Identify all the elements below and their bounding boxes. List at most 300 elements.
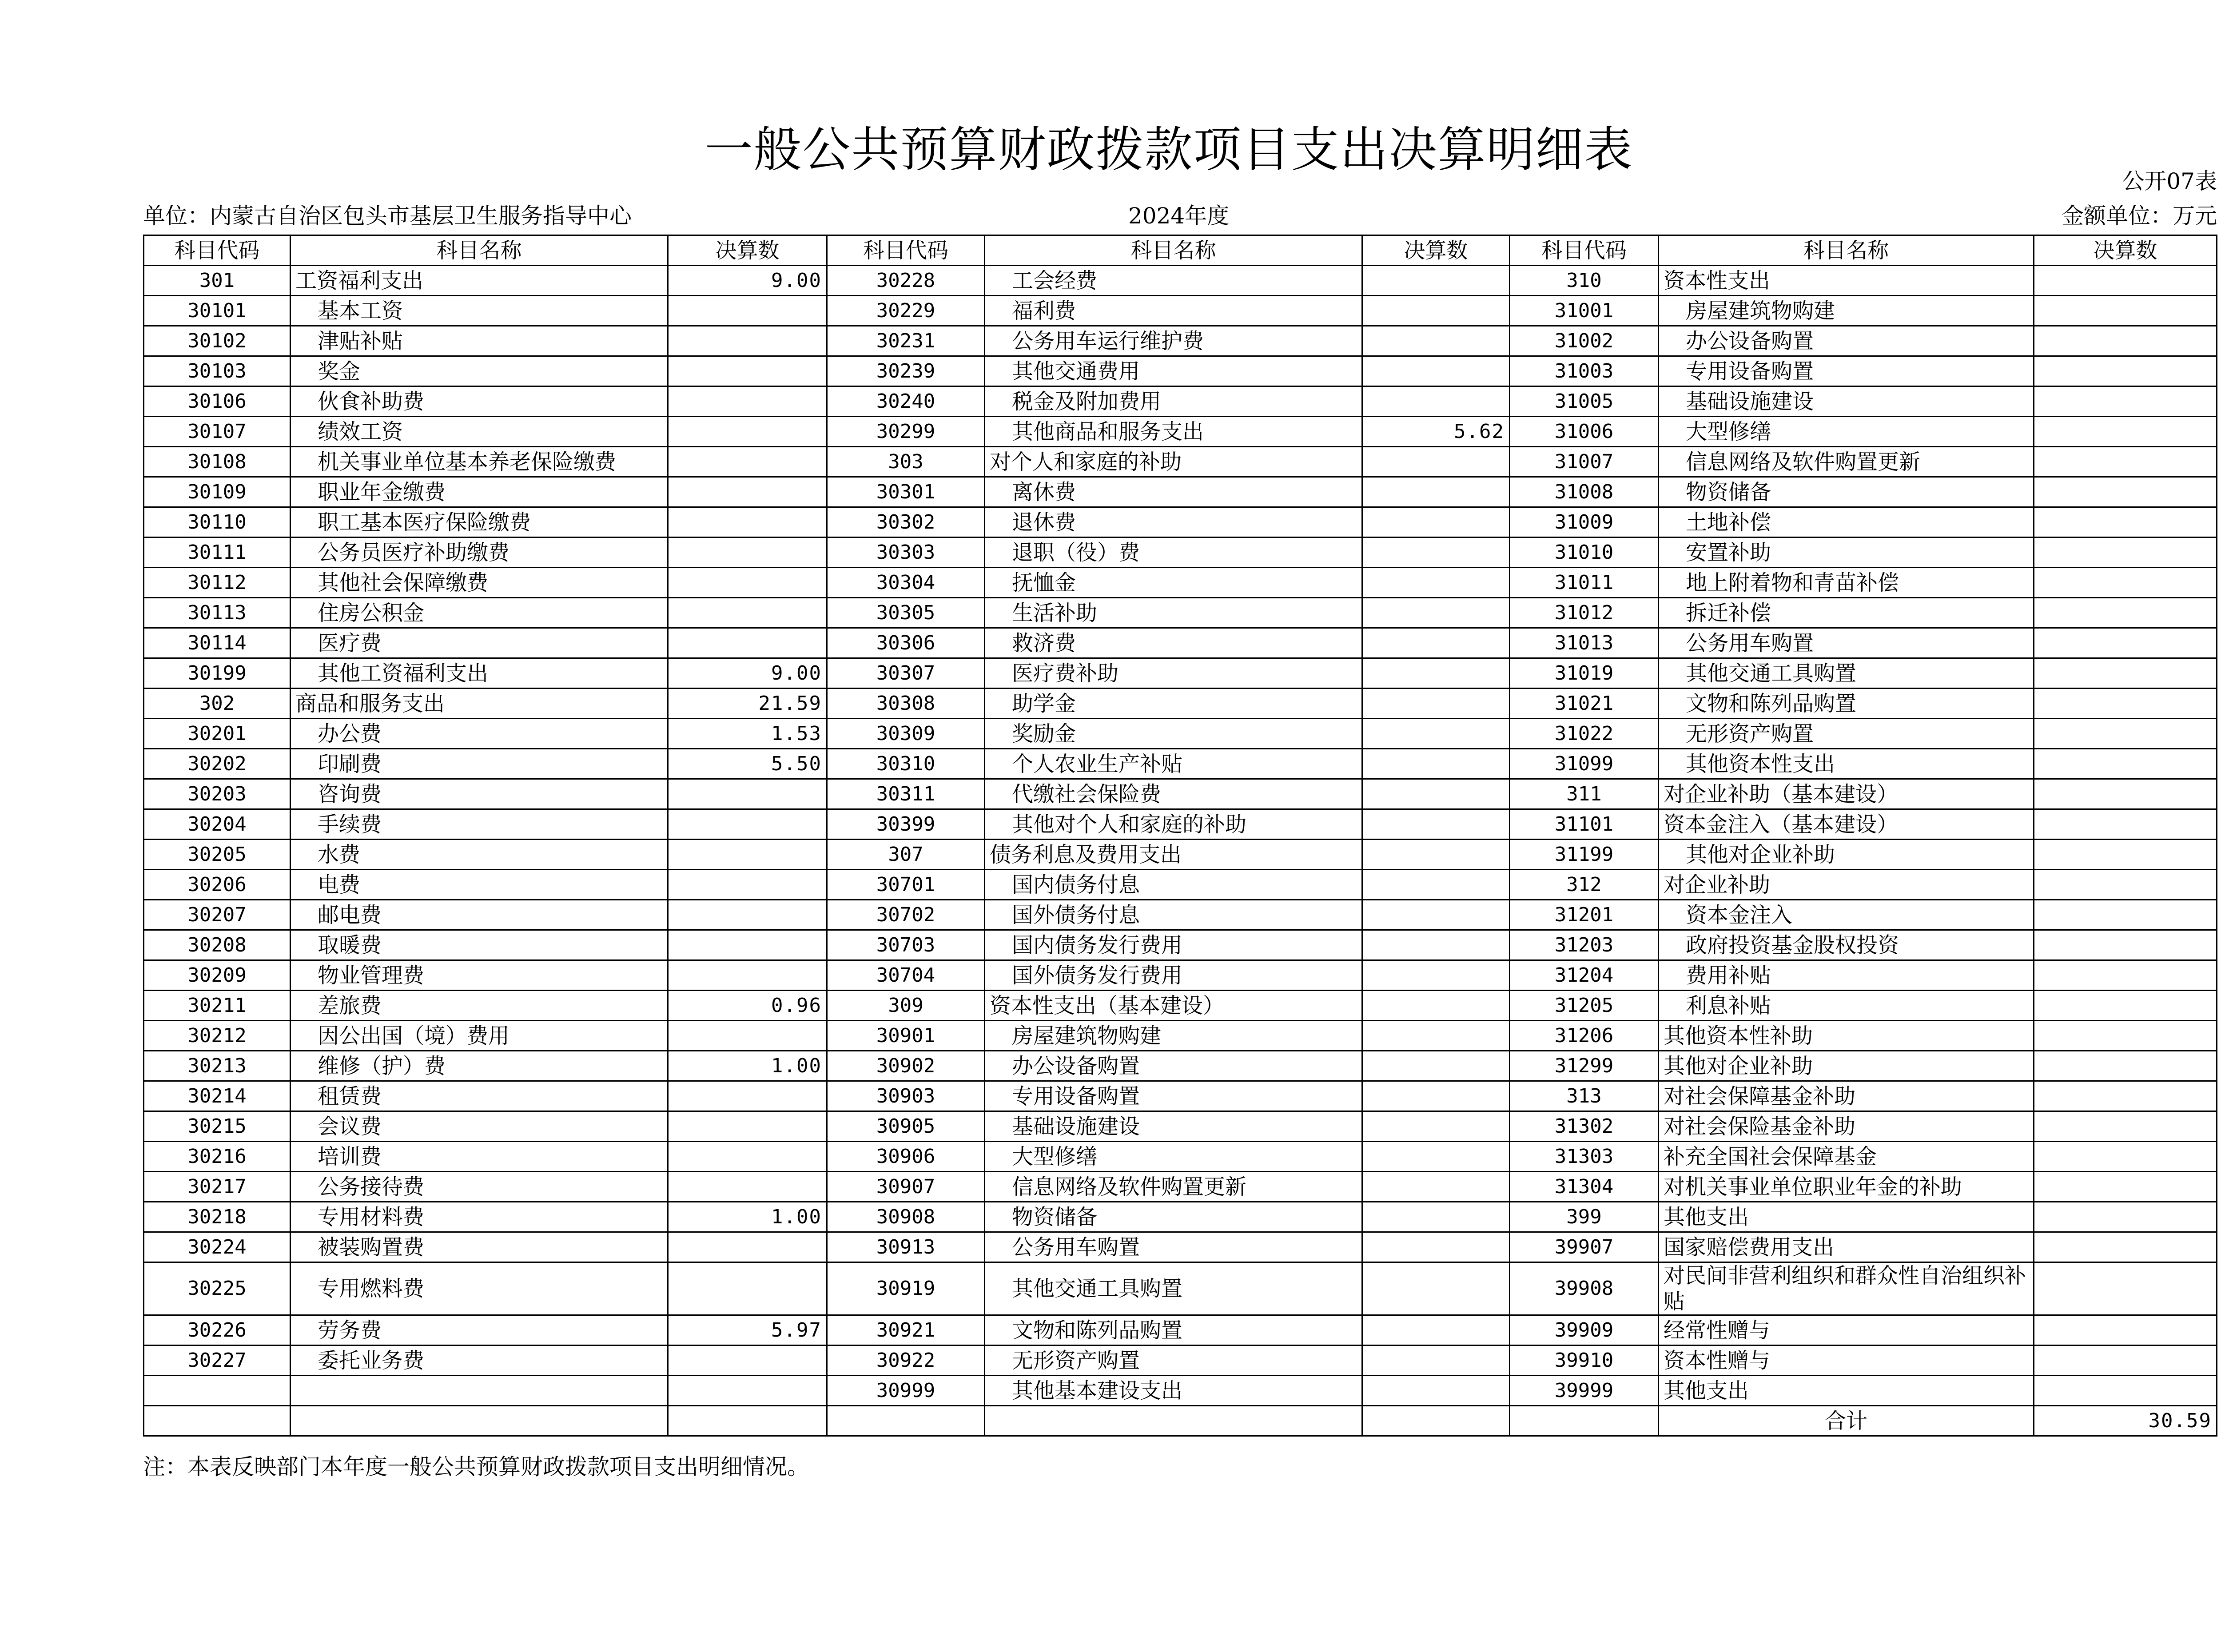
table-row [144,296,2217,326]
table-row [144,1376,2217,1406]
amount [2034,537,2217,568]
subject-name: 无形资产购置 [1659,719,2034,749]
subject-name: 工会经费 [985,266,1362,296]
subject-name: 咨询费 [291,779,668,809]
subject-name: 住房公积金 [291,598,668,628]
subject-code: 307 [827,840,985,870]
subject-name: 对机关事业单位职业年金的补助 [1659,1172,2034,1202]
subject-code: 30301 [827,477,985,507]
amount [668,1262,827,1315]
table-row [144,1315,2217,1345]
amount [2034,689,2217,719]
subject-code: 39907 [1510,1232,1659,1262]
subject-code: 30701 [827,870,985,900]
subject-name: 委托业务费 [291,1345,668,1376]
amount [1362,537,1510,568]
total-label: 合计 [1659,1406,2034,1436]
subject-name: 政府投资基金股权投资 [1659,930,2034,960]
subject-name: 资本性支出 [1659,266,2034,296]
subject-name: 工资福利支出 [291,266,668,296]
subject-code: 31001 [1510,296,1659,326]
subject-code: 30211 [144,991,291,1021]
subject-code: 30218 [144,1202,291,1232]
header-cell: 科目名称 [291,235,668,266]
subject-name: 大型修缮 [1659,417,2034,447]
table-row [144,1021,2217,1051]
subject-code: 31204 [1510,960,1659,991]
fiscal-year: 2024年度 [1128,203,1230,229]
subject-code: 30112 [144,568,291,598]
subject-name: 水费 [291,840,668,870]
amount [2034,960,2217,991]
amount [2034,991,2217,1021]
amount [1362,1376,1510,1406]
subject-name: 物业管理费 [291,960,668,991]
subject-name: 对社会保障基金补助 [1659,1081,2034,1111]
amount [2034,1172,2217,1202]
subject-name: 培训费 [291,1142,668,1172]
empty-cell [144,1406,291,1436]
amount [2034,326,2217,356]
subject-name: 经常性赠与 [1659,1315,2034,1345]
subject-name: 维修（护）费 [291,1051,668,1081]
subject-code: 30199 [144,658,291,689]
amount [668,628,827,658]
amount [1362,568,1510,598]
subject-code: 31302 [1510,1111,1659,1142]
subject-code: 30311 [827,779,985,809]
amount [668,326,827,356]
subject-name: 大型修缮 [985,1142,1362,1172]
subject-code: 30203 [144,779,291,809]
subject-name: 其他交通费用 [985,356,1362,386]
subject-name: 电费 [291,870,668,900]
subject-code: 31021 [1510,689,1659,719]
subject-code: 30102 [144,326,291,356]
subject-code: 30106 [144,386,291,417]
subject-name: 土地补偿 [1659,507,2034,537]
subject-name: 公务员医疗补助缴费 [291,537,668,568]
subject-name: 劳务费 [291,1315,668,1345]
subject-name: 债务利息及费用支出 [985,840,1362,870]
amount [668,809,827,840]
amount [2034,447,2217,477]
subject-name: 国家赔偿费用支出 [1659,1232,2034,1262]
amount [2034,386,2217,417]
subject-name: 资本金注入 [1659,900,2034,930]
amount [1362,930,1510,960]
subject-name: 其他对企业补助 [1659,1051,2034,1081]
subject-name: 差旅费 [291,991,668,1021]
subject-code: 30229 [827,296,985,326]
amount [668,960,827,991]
table-row [144,537,2217,568]
subject-code: 30302 [827,507,985,537]
amount [668,598,827,628]
amount [2034,568,2217,598]
table-row [144,930,2217,960]
amount [668,507,827,537]
subject-name: 利息补贴 [1659,991,2034,1021]
empty-cell [291,1406,668,1436]
subject-code: 30239 [827,356,985,386]
subject-code: 30304 [827,568,985,598]
subject-code: 31201 [1510,900,1659,930]
subject-code: 30216 [144,1142,291,1172]
amount [2034,749,2217,779]
subject-code: 31199 [1510,840,1659,870]
subject-name: 基础设施建设 [1659,386,2034,417]
total-value: 30.59 [2034,1406,2217,1436]
header-cell: 科目代码 [144,235,291,266]
amount [1362,507,1510,537]
amount [1362,1172,1510,1202]
subject-name: 退职（役）费 [985,537,1362,568]
subject-name: 其他对企业补助 [1659,840,2034,870]
amount [1362,1315,1510,1345]
amount [668,1232,827,1262]
amount [668,779,827,809]
amount [1362,386,1510,417]
subject-name [291,1376,668,1406]
amount [1362,296,1510,326]
subject-name: 其他资本性补助 [1659,1021,2034,1051]
amount [2034,1142,2217,1172]
subject-code: 30202 [144,749,291,779]
subject-code: 31003 [1510,356,1659,386]
footnote: 注：本表反映部门本年度一般公共预算财政拨款项目支出明细情况。 [143,1454,809,1480]
subject-name: 国内债务发行费用 [985,930,1362,960]
subject-name: 其他交通工具购置 [1659,658,2034,689]
subject-code: 30114 [144,628,291,658]
table-row [144,809,2217,840]
amount [668,1345,827,1376]
subject-name: 对社会保险基金补助 [1659,1111,2034,1142]
amount: 21.59 [668,689,827,719]
table-row [144,1051,2217,1081]
subject-code: 303 [827,447,985,477]
subject-code: 313 [1510,1081,1659,1111]
subject-code: 30703 [827,930,985,960]
subject-code: 302 [144,689,291,719]
subject-name: 办公设备购置 [1659,326,2034,356]
amount [1362,1202,1510,1232]
subject-name: 对个人和家庭的补助 [985,447,1362,477]
amount [668,1172,827,1202]
amount [2034,1262,2217,1315]
subject-name: 个人农业生产补贴 [985,749,1362,779]
subject-name: 福利费 [985,296,1362,326]
subject-name: 专用设备购置 [1659,356,2034,386]
subject-code: 30299 [827,417,985,447]
subject-name: 其他交通工具购置 [985,1262,1362,1315]
table-row [144,1111,2217,1142]
subject-code: 31013 [1510,628,1659,658]
table-row [144,1142,2217,1172]
amount: 1.00 [668,1202,827,1232]
subject-name: 物资储备 [1659,477,2034,507]
subject-name: 资本金注入（基本建设） [1659,809,2034,840]
amount [2034,1081,2217,1111]
subject-code: 30212 [144,1021,291,1051]
amount [668,840,827,870]
subject-name: 专用材料费 [291,1202,668,1232]
subject-name: 国外债务发行费用 [985,960,1362,991]
table-row [144,960,2217,991]
amount [668,477,827,507]
subject-code: 30224 [144,1232,291,1262]
subject-name: 办公费 [291,719,668,749]
amount [1362,628,1510,658]
subject-code: 31002 [1510,326,1659,356]
subject-name: 代缴社会保险费 [985,779,1362,809]
subject-code: 30213 [144,1051,291,1081]
amount [1362,447,1510,477]
subject-code [144,1376,291,1406]
amount [2034,719,2217,749]
amount [1362,689,1510,719]
amount [668,447,827,477]
empty-cell [1510,1406,1659,1436]
table-row [144,900,2217,930]
table-row [144,991,2217,1021]
table-row [144,840,2217,870]
amount [2034,1345,2217,1376]
amount [668,930,827,960]
table-row [144,1081,2217,1111]
subject-code: 31304 [1510,1172,1659,1202]
amount [1362,1142,1510,1172]
subject-code: 30225 [144,1262,291,1315]
subject-name: 救济费 [985,628,1362,658]
subject-name: 取暖费 [291,930,668,960]
subject-code: 310 [1510,266,1659,296]
table-row [144,568,2217,598]
subject-name: 公务接待费 [291,1172,668,1202]
amount [1362,960,1510,991]
subject-code: 30207 [144,900,291,930]
amount [1362,1051,1510,1081]
total-row [144,1406,2217,1436]
subject-code: 31203 [1510,930,1659,960]
table-row [144,447,2217,477]
subject-name: 资本性支出（基本建设） [985,991,1362,1021]
subject-code: 30205 [144,840,291,870]
amount [2034,628,2217,658]
amount [2034,296,2217,326]
subject-code: 31010 [1510,537,1659,568]
subject-name: 伙食补助费 [291,386,668,417]
table-row [144,1172,2217,1202]
subject-name: 离休费 [985,477,1362,507]
subject-name: 其他支出 [1659,1376,2034,1406]
header-row [144,235,2217,266]
amount: 9.00 [668,266,827,296]
subject-name: 物资储备 [985,1202,1362,1232]
subject-name: 邮电费 [291,900,668,930]
subject-code: 30226 [144,1315,291,1345]
subject-code: 30108 [144,447,291,477]
amount [668,1021,827,1051]
table-row [144,386,2217,417]
amount [1362,1232,1510,1262]
subject-code: 39999 [1510,1376,1659,1406]
subject-code: 30902 [827,1051,985,1081]
amount: 1.00 [668,1051,827,1081]
subject-code: 30905 [827,1111,985,1142]
amount [2034,1021,2217,1051]
amount [2034,1111,2217,1142]
subject-name: 文物和陈列品购置 [985,1315,1362,1345]
subject-name: 专用燃料费 [291,1262,668,1315]
subject-name: 资本性赠与 [1659,1345,2034,1376]
amount [2034,809,2217,840]
subject-name: 医疗费 [291,628,668,658]
subject-name: 公务用车购置 [985,1232,1362,1262]
subject-name: 对企业补助（基本建设） [1659,779,2034,809]
subject-name: 商品和服务支出 [291,689,668,719]
table-row [144,598,2217,628]
header-cell: 科目名称 [1659,235,2034,266]
subject-name: 职工基本医疗保险缴费 [291,507,668,537]
amount [1362,900,1510,930]
table-row [144,1232,2217,1262]
amount [668,356,827,386]
amount [668,870,827,900]
subject-name: 印刷费 [291,749,668,779]
subject-name: 其他商品和服务支出 [985,417,1362,447]
amount [668,900,827,930]
table-row [144,1345,2217,1376]
subject-code: 30231 [827,326,985,356]
subject-code: 399 [1510,1202,1659,1232]
table-row [144,658,2217,689]
amount: 0.96 [668,991,827,1021]
empty-cell [1362,1406,1510,1436]
subject-name: 其他对个人和家庭的补助 [985,809,1362,840]
amount [2034,507,2217,537]
subject-name: 公务用车购置 [1659,628,2034,658]
header-cell: 科目代码 [1510,235,1659,266]
subject-name: 无形资产购置 [985,1345,1362,1376]
amount [1362,1262,1510,1315]
subject-code: 30702 [827,900,985,930]
amount: 5.62 [1362,417,1510,447]
subject-code: 30228 [827,266,985,296]
amount [668,537,827,568]
table-row [144,1202,2217,1232]
amount: 1.53 [668,719,827,749]
table-row [144,870,2217,900]
subject-name: 地上附着物和青苗补偿 [1659,568,2034,598]
table-row [144,689,2217,719]
subject-name: 被装购置费 [291,1232,668,1262]
subject-name: 办公设备购置 [985,1051,1362,1081]
header-cell: 决算数 [1362,235,1510,266]
amount [2034,870,2217,900]
empty-cell [827,1406,985,1436]
subject-name: 津贴补贴 [291,326,668,356]
amount [2034,1051,2217,1081]
subject-code: 30240 [827,386,985,417]
amount [2034,356,2217,386]
subject-code: 31012 [1510,598,1659,628]
amount [1362,779,1510,809]
subject-code: 31205 [1510,991,1659,1021]
subject-name: 会议费 [291,1111,668,1142]
amount [668,417,827,447]
table-row [144,266,2217,296]
subject-code: 30110 [144,507,291,537]
subject-code: 31299 [1510,1051,1659,1081]
amount [1362,477,1510,507]
table-row [144,719,2217,749]
subject-code: 31011 [1510,568,1659,598]
amount [668,568,827,598]
table-row [144,477,2217,507]
amount: 5.50 [668,749,827,779]
table-row [144,356,2217,386]
subject-code: 30913 [827,1232,985,1262]
subject-code: 30999 [827,1376,985,1406]
amount [1362,266,1510,296]
subject-code: 30214 [144,1081,291,1111]
subject-name: 信息网络及软件购置更新 [985,1172,1362,1202]
amount [1362,719,1510,749]
subject-name: 医疗费补助 [985,658,1362,689]
subject-code: 30919 [827,1262,985,1315]
subject-code: 30922 [827,1345,985,1376]
subject-code: 30201 [144,719,291,749]
subject-name: 安置补助 [1659,537,2034,568]
subject-code: 31009 [1510,507,1659,537]
subject-code: 39910 [1510,1345,1659,1376]
table-row [144,326,2217,356]
header-cell: 决算数 [2034,235,2217,266]
amount [1362,598,1510,628]
table-row [144,749,2217,779]
amount [1362,326,1510,356]
subject-code: 30310 [827,749,985,779]
subject-name: 租赁费 [291,1081,668,1111]
amount [2034,1315,2217,1345]
amount [1362,658,1510,689]
subject-code: 30399 [827,809,985,840]
amount [1362,1345,1510,1376]
subject-name: 抚恤金 [985,568,1362,598]
amount [668,1376,827,1406]
amount [2034,598,2217,628]
subject-name: 基础设施建设 [985,1111,1362,1142]
subject-code: 31022 [1510,719,1659,749]
amount [1362,749,1510,779]
subject-code: 30903 [827,1081,985,1111]
subject-code: 30901 [827,1021,985,1051]
subject-code: 30206 [144,870,291,900]
subject-name: 对民间非营利组织和群众性自治组织补贴 [1659,1262,2034,1315]
subject-code: 30204 [144,809,291,840]
amount [1362,840,1510,870]
subject-code: 31007 [1510,447,1659,477]
subject-code: 31008 [1510,477,1659,507]
amount [2034,1202,2217,1232]
amount [1362,356,1510,386]
amount [1362,870,1510,900]
subject-name: 机关事业单位基本养老保险缴费 [291,447,668,477]
subject-code: 311 [1510,779,1659,809]
subject-name: 补充全国社会保障基金 [1659,1142,2034,1172]
table-body [144,266,2217,1406]
